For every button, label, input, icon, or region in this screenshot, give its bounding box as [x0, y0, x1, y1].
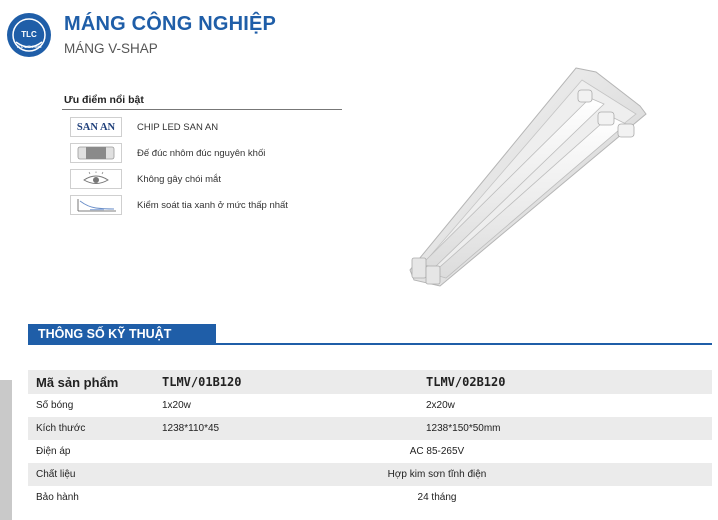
features-divider	[62, 109, 342, 110]
row-label: Kích thước	[28, 417, 154, 440]
table-cell-merged: AC 85-265V	[154, 440, 712, 463]
feature-item	[70, 194, 288, 216]
table-cell: 1238*110*45	[154, 417, 418, 440]
table-cell: 1238*150*50mm	[418, 417, 712, 440]
table-cell: 2x20w	[418, 394, 712, 417]
logo-bottom-text: TLC LIGHTING	[16, 45, 42, 49]
table-row	[28, 486, 712, 509]
side-strip	[0, 380, 12, 520]
table-row	[28, 463, 712, 486]
specs-divider	[28, 343, 712, 345]
tlc-lighting-logo	[6, 12, 52, 58]
table-row	[28, 417, 712, 440]
row-label: Bảo hành	[28, 486, 154, 509]
v-shape-fixture-image	[400, 58, 670, 288]
row-label: Chất liệu	[28, 463, 154, 486]
feature-item	[70, 168, 221, 190]
table-cell-merged: Hợp kim sơn tĩnh điện	[154, 463, 712, 486]
san-an-logo-text: SAN AN	[76, 121, 116, 133]
row-label: Điện áp	[28, 440, 154, 463]
feature-item	[70, 116, 218, 138]
eye-icon	[70, 169, 122, 189]
row-label: Số bóng	[28, 394, 154, 417]
features-heading: Ưu điểm nổi bật	[64, 94, 144, 106]
table-row	[28, 440, 712, 463]
feature-label: Đế đúc nhôm đúc nguyên khối	[137, 147, 266, 159]
feature-label: Không gây chói mắt	[137, 173, 221, 185]
column-header: TLMV/01B120	[154, 370, 418, 394]
specs-table	[28, 370, 712, 509]
feature-label: Kiểm soát tia xanh ở mức thấp nhất	[137, 199, 288, 211]
page-title: MÁNG CÔNG NGHIỆP	[64, 13, 277, 35]
column-header: TLMV/02B120	[418, 370, 712, 394]
logo-top-text: TLC	[21, 30, 37, 39]
page-subtitle: MÁNG V-SHAP	[64, 41, 158, 56]
feature-item	[70, 142, 265, 164]
table-row	[28, 394, 712, 417]
column-header: Mã sản phẩm	[28, 370, 154, 394]
san-an-logo	[70, 117, 122, 137]
specs-heading: THÔNG SỐ KỸ THUẬT	[28, 324, 216, 343]
aluminum-base-icon	[70, 143, 122, 163]
feature-label: CHIP LED SAN AN	[137, 121, 219, 133]
table-cell-merged: 24 tháng	[154, 486, 712, 509]
table-cell: 1x20w	[154, 394, 418, 417]
blue-light-icon	[70, 195, 122, 215]
table-header-row	[28, 370, 712, 394]
